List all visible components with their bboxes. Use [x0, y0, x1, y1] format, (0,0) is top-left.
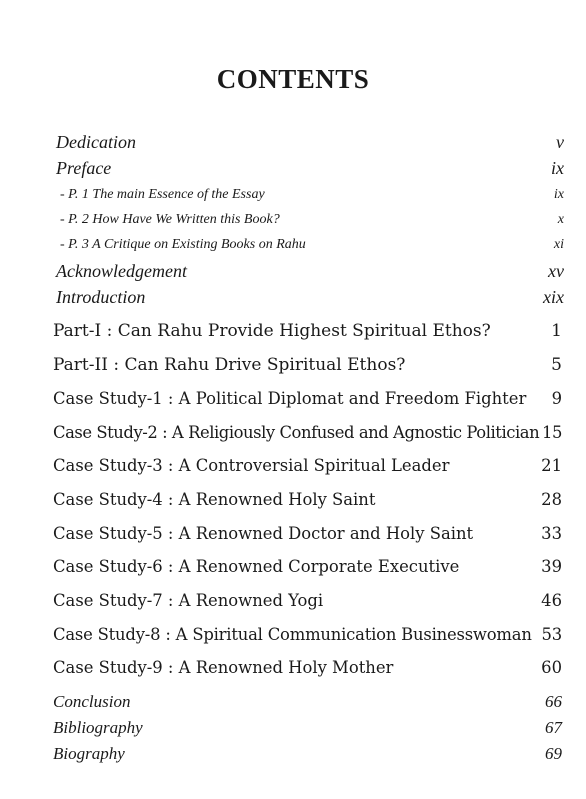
- toc-subentry-p1[interactable]: [60, 187, 564, 203]
- toc-entry-label: Part-I : Can Rahu Provide Highest Spiritual Ethos?: [53, 321, 491, 341]
- toc-entry-case-study-9[interactable]: [53, 658, 562, 677]
- toc-entry-label: Case Study-8 : A Spiritual Communication Businesswoman: [53, 625, 532, 644]
- toc-entry-label: - P. 1 The main Essence of the Essay: [60, 187, 265, 202]
- toc-entry-page: 28: [541, 490, 562, 509]
- toc-subentry-p2[interactable]: [60, 212, 564, 228]
- toc-entry-label: Acknowledgement: [56, 261, 187, 281]
- toc-entry-page: 21: [541, 456, 562, 475]
- toc-entry-part-1[interactable]: [53, 321, 562, 341]
- toc-entry-preface[interactable]: [56, 158, 564, 179]
- toc-entry-label: Case Study-6 : A Renowned Corporate Executive: [53, 557, 460, 576]
- toc-entry-case-study-7[interactable]: [53, 591, 562, 610]
- toc-entry-label: Case Study-4 : A Renowned Holy Saint: [53, 490, 376, 509]
- toc-entry-part-2[interactable]: [53, 355, 562, 375]
- toc-entry-case-study-2[interactable]: [53, 423, 562, 442]
- toc-entry-label: Case Study-2 : A Religiously Confused and Agnostic Politician: [53, 423, 540, 442]
- toc-entry-page: 67: [545, 718, 562, 737]
- page-title: CONTENTS: [216, 64, 370, 94]
- toc-entry-page: ix: [553, 187, 564, 202]
- toc-entry-case-study-6[interactable]: [53, 557, 562, 576]
- toc-entry-label: Case Study-9 : A Renowned Holy Mother: [53, 658, 394, 677]
- toc-entry-acknowledgement[interactable]: [56, 261, 564, 282]
- toc-entry-label: Dedication: [56, 132, 136, 152]
- toc-entry-bibliography[interactable]: [53, 718, 562, 738]
- toc-entry-page: 15: [542, 423, 562, 442]
- toc-entry-label: Case Study-1 : A Political Diplomat and Freedom Fighter: [53, 389, 527, 408]
- toc-entry-label: Case Study-7 : A Renowned Yogi: [53, 591, 324, 610]
- toc-entry-page: 33: [541, 524, 562, 543]
- toc-entry-page: 39: [541, 557, 562, 576]
- toc-entry-page: ix: [551, 158, 564, 178]
- toc-entry-label: Part-II : Can Rahu Drive Spiritual Ethos?: [53, 355, 406, 375]
- toc-entry-page: 9: [551, 389, 562, 408]
- toc-entry-page: 1: [551, 321, 562, 341]
- toc-entry-page: 53: [541, 625, 562, 644]
- toc-entry-introduction[interactable]: [56, 287, 564, 308]
- toc-entry-dedication[interactable]: [56, 132, 564, 153]
- toc-entry-case-study-3[interactable]: [53, 456, 562, 475]
- toc-entry-page: xix: [543, 287, 564, 307]
- toc-entry-case-study-8[interactable]: [53, 625, 562, 644]
- toc-entry-label: Conclusion: [53, 692, 131, 711]
- toc-entry-biography[interactable]: [53, 744, 562, 764]
- toc-entry-label: - P. 3 A Critique on Existing Books on Rahu: [60, 237, 306, 252]
- toc-entry-label: Biography: [53, 744, 125, 763]
- toc-entry-page: xi: [553, 237, 564, 252]
- toc-entry-label: - P. 2 How Have We Written this Book?: [60, 212, 280, 227]
- toc-entry-page: v: [556, 132, 564, 152]
- toc-entry-page: xv: [548, 261, 564, 281]
- toc-entry-conclusion[interactable]: [53, 692, 562, 712]
- toc-entry-label: Preface: [56, 158, 112, 178]
- toc-entry-page: 5: [551, 355, 562, 375]
- toc-entry-page: x: [557, 212, 564, 227]
- toc-entry-case-study-1[interactable]: [53, 389, 562, 408]
- toc-entry-label: Introduction: [56, 287, 146, 307]
- toc-entry-label: Case Study-5 : A Renowned Doctor and Holy Saint: [53, 524, 474, 543]
- toc-entry-case-study-5[interactable]: [53, 524, 562, 543]
- toc-entry-case-study-4[interactable]: [53, 490, 562, 509]
- toc-entry-page: 46: [541, 591, 562, 610]
- toc-entry-label: Case Study-3 : A Controversial Spiritual Leader: [53, 456, 450, 475]
- toc-entry-page: 60: [541, 658, 562, 677]
- toc-entry-page: 69: [545, 744, 562, 763]
- toc-entry-label: Bibliography: [53, 718, 143, 737]
- toc-entry-page: 66: [545, 692, 562, 711]
- toc-subentry-p3[interactable]: [60, 237, 564, 253]
